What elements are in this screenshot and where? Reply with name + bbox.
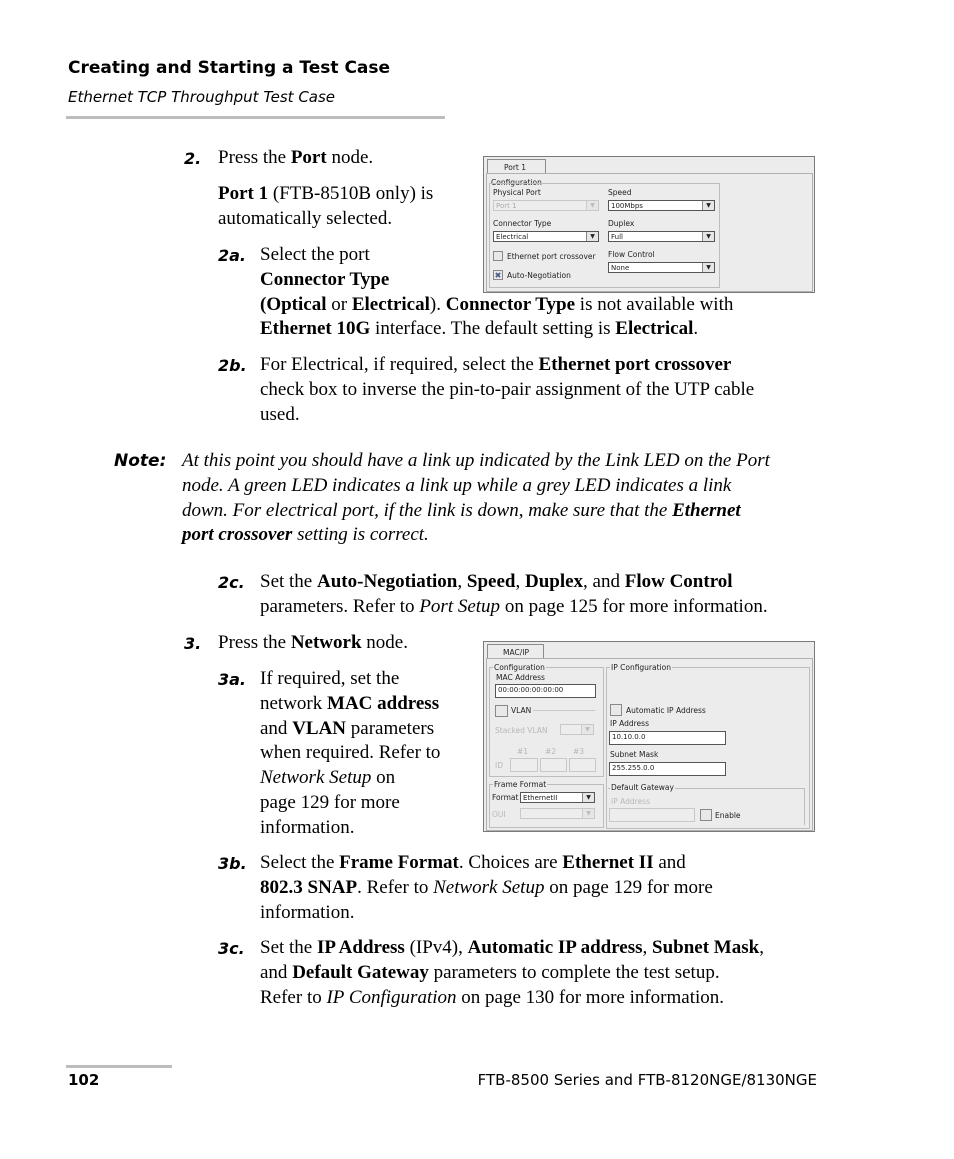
frame-format-group [489, 784, 604, 828]
auto-ip-label: Automatic IP Address [626, 706, 706, 715]
step-text: Select the Frame Format. Choices are Ethernet II and 802.3 SNAP. Refer to Network Setup on page 129 for more information. [260, 852, 713, 923]
id-label: ID [495, 761, 503, 770]
step-paragraph: Port 1 (FTB-8510B only) is automatically selected. [218, 183, 434, 229]
flow-control-label: Flow Control [608, 250, 655, 259]
note-label: Note: [114, 451, 167, 471]
group-label: Default Gateway [611, 783, 674, 792]
step-text: Select the port Connector Type (Optical or Electrical). Connector Type is not available with Ethernet 10G interface. The default setting is Electrical. [260, 244, 734, 340]
vlan-col-3: #3 [573, 747, 585, 756]
step-text: Set the IP Address (IPv4), Automatic IP address, Subnet Mask, and Default Gateway parameters to complete the test setup. Refer to IP Configuration on page 130 for more information. [260, 937, 764, 1008]
gateway-enable-checkbox[interactable] [700, 809, 712, 821]
mac-address-input[interactable]: 00:00:00:00:00:00 [495, 684, 596, 698]
gateway-ip-label: IP Address [611, 797, 650, 806]
step-number: 2a. [218, 246, 247, 265]
crossover-label: Ethernet port crossover [507, 252, 596, 261]
step-text: Press the Network node. [218, 632, 408, 653]
step-text: Press the Port node. [218, 147, 374, 168]
duplex-label: Duplex [608, 219, 635, 228]
gateway-enable-label: Enable [715, 811, 741, 820]
step-text: Set the Auto-Negotiation, Speed, Duplex, and Flow Control parameters. Refer to Port Setup on page 125 for more information. [260, 571, 768, 617]
physical-port-select: Port 1 ▼ [493, 200, 599, 211]
header-rule [66, 116, 445, 119]
footer-rule [66, 1065, 172, 1068]
subnet-mask-input[interactable]: 255.255.0.0 [609, 762, 726, 776]
mac-address-label: MAC Address [496, 673, 545, 682]
step-text: If required, set the network MAC address and VLAN parameters when required. Refer to Network Setup on page 129 for more information. [260, 668, 441, 838]
auto-negotiation-label: Auto-Negotiation [507, 271, 571, 280]
step-number: 3. [184, 634, 202, 653]
vlan-label: VLAN [511, 706, 532, 715]
connector-type-select[interactable]: Electrical ▼ [493, 231, 599, 242]
tab-mac-ip[interactable]: MAC/IP [487, 644, 544, 659]
port-settings-screenshot [483, 156, 815, 293]
page-number: 102 [68, 1071, 100, 1089]
speed-label: Speed [608, 188, 632, 197]
physical-port-label: Physical Port [493, 188, 541, 197]
speed-select[interactable]: 100Mbps ▼ [608, 200, 715, 211]
format-label: Format [492, 793, 519, 802]
group-label: Frame Format [494, 780, 547, 789]
group-label: Configuration [494, 663, 545, 672]
network-settings-screenshot [483, 641, 815, 832]
connector-type-label: Connector Type [493, 219, 552, 228]
step-number: 3b. [218, 854, 247, 873]
step-number: 2b. [218, 356, 247, 375]
vlan-checkbox[interactable] [495, 705, 508, 717]
oui-label: OUI [492, 810, 506, 819]
step-number: 2. [184, 149, 202, 168]
duplex-select[interactable]: Full ▼ [608, 231, 715, 242]
crossover-checkbox[interactable] [493, 251, 503, 261]
vlan-divider [533, 710, 595, 711]
auto-negotiation-checkbox[interactable]: ✖ [494, 271, 502, 280]
note-text: At this point you should have a link up indicated by the Link LED on the Port node. A green LED indicates a link up while a grey LED indicates a link down. For electrical port, if the link is down, make sure that the Ethernet port crossover setting is correct. [182, 450, 770, 546]
vlan-id-2 [540, 758, 567, 772]
step-text: For Electrical, if required, select the Ethernet port crossover check box to inverse the pin-to-pair assignment of the UTP cable used. [260, 354, 755, 425]
tab-port-1[interactable]: Port 1 [487, 159, 546, 174]
vlan-col-2: #2 [545, 747, 557, 756]
vlan-col-1: #1 [517, 747, 529, 756]
group-label: Configuration [491, 178, 542, 187]
gateway-ip-input [609, 808, 695, 822]
ip-address-input[interactable]: 10.10.0.0 [609, 731, 726, 745]
section-title: Creating and Starting a Test Case [68, 58, 391, 78]
step-number: 3a. [218, 670, 247, 689]
vlan-id-3 [569, 758, 596, 772]
section-subtitle: Ethernet TCP Throughput Test Case [68, 88, 336, 106]
step-number: 3c. [218, 939, 245, 958]
flow-control-select[interactable]: None ▼ [608, 262, 715, 273]
ip-address-label: IP Address [610, 719, 649, 728]
auto-ip-checkbox[interactable] [610, 704, 622, 716]
vlan-id-1 [510, 758, 538, 772]
stacked-vlan-select: ▼ [560, 724, 594, 735]
subnet-mask-label: Subnet Mask [610, 750, 659, 759]
oui-select: ▼ [520, 808, 595, 819]
format-select[interactable]: EthernetII ▼ [520, 792, 595, 803]
stacked-vlan-label: Stacked VLAN [495, 726, 548, 735]
group-label: IP Configuration [611, 663, 671, 672]
footer-product: FTB-8500 Series and FTB-8120NGE/8130NGE [477, 1071, 817, 1089]
step-number: 2c. [218, 573, 245, 592]
